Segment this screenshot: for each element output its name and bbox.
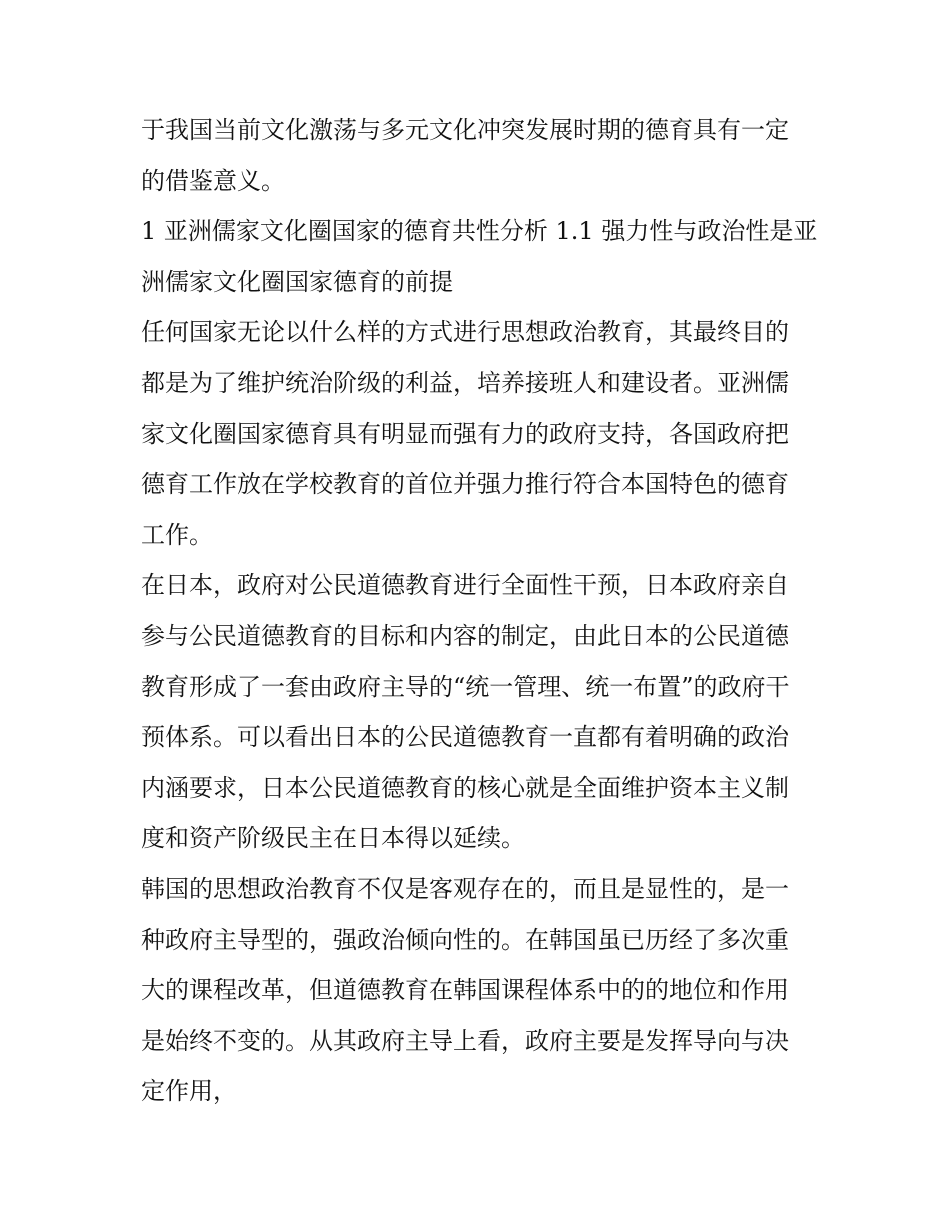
text-line: 度和资产阶级民主在日本得以延续。 <box>141 824 525 853</box>
text-line: 家文化圈国家德育具有明显而强有力的政府支持，各国政府把 <box>141 419 789 448</box>
document-page <box>141 105 821 1117</box>
paragraph <box>141 864 821 1117</box>
text-line: 都是为了维护统治阶级的利益，培养接班人和建设者。亚洲儒 <box>141 368 789 397</box>
text-line: 韩国的思想政治教育不仅是客观存在的，而且是显性的，是一 <box>141 874 789 903</box>
text-line: 教育形成了一套由政府主导的“统一管理、统一布置”的政府干 <box>141 672 790 701</box>
paragraph <box>141 560 821 864</box>
text-line: 预体系。可以看出日本的公民道德教育一直都有着明确的政治 <box>141 723 789 752</box>
text-line: 定作用， <box>141 1077 237 1106</box>
text-line: 洲儒家文化圈国家德育的前提 <box>141 267 453 296</box>
text-line: 大的课程改革，但道德教育在韩国课程体系中的的地位和作用 <box>141 976 789 1005</box>
text-line: 德育工作放在学校教育的首位并强力推行符合本国特色的德育 <box>141 470 789 499</box>
text-line: 参与公民道德教育的目标和内容的制定，由此日本的公民道德 <box>141 621 789 650</box>
paragraph <box>141 206 821 307</box>
text-line: 种政府主导型的，强政治倾向性的。在韩国虽已历经了多次重 <box>141 925 789 954</box>
paragraph <box>141 105 821 206</box>
text-line: 工作。 <box>141 520 213 549</box>
text-line: 的借鉴意义。 <box>141 166 285 195</box>
paragraph <box>141 307 821 560</box>
text-line: 于我国当前文化激荡与多元文化冲突发展时期的德育具有一定 <box>141 116 789 144</box>
text-line: 在日本，政府对公民道德教育进行全面性干预，日本政府亲自 <box>141 571 789 600</box>
text-line: 任何国家无论以什么样的方式进行思想政治教育，其最终目的 <box>141 318 789 347</box>
text-line: 内涵要求，日本公民道德教育的核心就是全面维护资本主义制 <box>141 773 789 802</box>
text-line: 是始终不变的。从其政府主导上看，政府主要是发挥导向与决 <box>141 1026 789 1055</box>
text-line: 1 亚洲儒家文化圈国家的德育共性分析 1.1 强力性与政治性是亚 <box>141 217 818 246</box>
